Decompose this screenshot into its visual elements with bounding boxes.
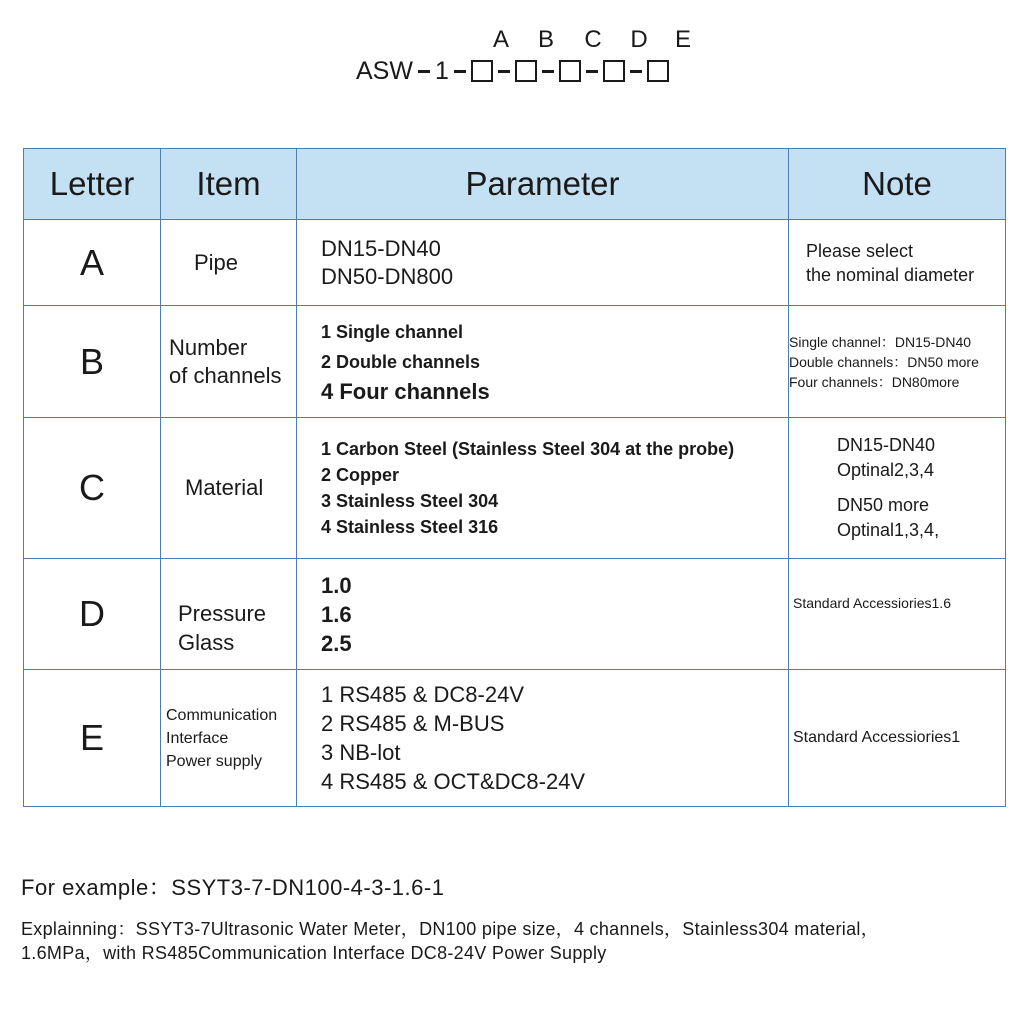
note-line: the nominal diameter [806,264,975,285]
row-letter: C [24,418,161,559]
row-letter: E [24,670,161,807]
row-letter: D [24,559,161,670]
row-parameter [297,559,789,670]
param-line: 3 NB-lot [321,740,401,765]
item-line: Number [169,334,248,360]
item-line: Interface [166,729,229,747]
header-letter: Letter [24,149,161,220]
param-line: 4 Four channels [321,378,490,404]
note-line: DN50 more [837,495,930,515]
row-item [161,559,297,670]
spec-table [23,148,1006,807]
param-line: 1.0 [321,572,352,598]
model-code-letters [0,26,1024,56]
row-parameter [297,418,789,559]
code-box-d [603,60,625,82]
example-text: For example：SSYT3-7-DN100-4-3-1.6-1 [21,875,445,900]
row-note [789,418,1006,559]
param-line: 2.5 [321,630,352,656]
code-letter-c: C [584,26,602,53]
row-note [789,559,1006,670]
code-dash [542,70,554,73]
item-line: of channels [169,362,282,388]
code-letter-a: A [492,26,509,53]
note-line: Optinal1,3,4, [837,520,940,540]
row-letter: B [24,306,161,418]
table-header-row [24,149,1006,220]
header-item: Item [161,149,297,220]
code-dash [498,70,510,73]
code-letter-b: B [537,26,554,53]
item-line: Material [185,475,264,500]
param-line: 2 RS485 & M-BUS [321,711,505,736]
note-line: Single channel：DN15-DN40 [789,333,972,350]
code-letter-e: E [674,26,691,53]
code-box-a [471,60,493,82]
note-line: Standard Accessiories1 [793,729,961,746]
code-prefix: ASW [356,56,413,85]
code-dash [418,70,430,73]
table-row [24,670,1006,807]
note-gap [789,483,1005,493]
item-line: Glass [178,630,235,655]
row-parameter [297,306,789,418]
table-row [24,306,1006,418]
note-line: Four channels：DN80more [789,373,960,390]
header-parameter: Parameter [297,149,789,220]
table-row [24,559,1006,670]
note-line: Double channels：DN50 more [789,353,979,370]
table-row [24,418,1006,559]
param-line: 4 RS485 & OCT&DC8-24V [321,769,586,794]
param-line: 3 Stainless Steel 304 [321,491,499,511]
param-line: DN50-DN800 [321,263,454,289]
code-dash [586,70,598,73]
row-parameter [297,220,789,306]
code-box-e [647,60,669,82]
row-item [161,670,297,807]
code-series: 1 [434,56,449,85]
code-dash [630,70,642,73]
item-line: Communication [166,706,278,724]
row-item [161,220,297,306]
row-note [789,306,1006,418]
table-row [24,220,1006,306]
explanation-text: Explainning：SSYT3-7Ultrasonic Water Meter，DN100 pipe size，4 channels，Stainless304 material，1.6MPa，with RS485Communication Interface DC8-24V Power Supply [21,919,879,963]
note-line: Standard Accessiories1.6 [793,595,951,611]
code-letter-d: D [630,26,648,53]
code-box-b [515,60,537,82]
param-line: 1 Carbon Steel (Stainless Steel 304 at the probe) [321,439,735,459]
row-parameter [297,670,789,807]
param-line: 2 Copper [321,465,400,485]
code-box-c [559,60,581,82]
param-line: 1 Single channel [321,321,464,342]
row-note [789,220,1006,306]
note-line: Optinal2,3,4 [837,460,935,480]
param-line: 1.6 [321,601,352,627]
note-line: DN15-DN40 [837,435,936,455]
row-item [161,418,297,559]
model-code [356,56,669,86]
row-note [789,670,1006,807]
header-note: Note [789,149,1006,220]
code-dash [454,70,466,73]
param-line: DN15-DN40 [321,235,441,261]
item-line: Pipe [194,249,239,275]
item-line: Pressure [178,601,267,626]
row-item [161,306,297,418]
param-line: 1 RS485 & DC8-24V [321,682,524,707]
item-line: Power supply [166,752,263,770]
param-line: 2 Double channels [321,351,481,372]
note-line: Please select [806,240,914,261]
param-line: 4 Stainless Steel 316 [321,517,499,537]
row-letter: A [24,220,161,306]
